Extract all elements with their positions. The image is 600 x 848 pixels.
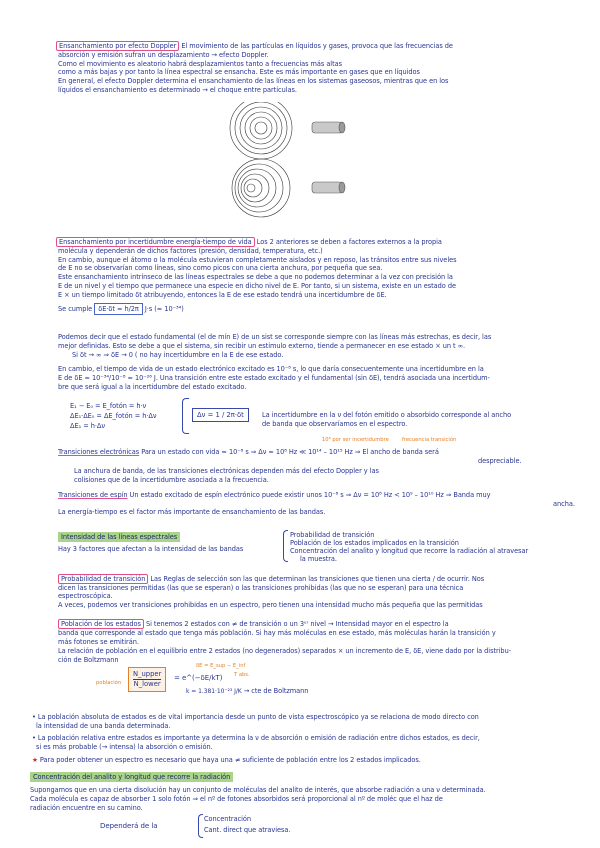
boltzmann-fraction: [128, 667, 166, 692]
trans-spin-label: Transiciones de espín: [58, 491, 128, 499]
trans-elec-label: Transiciones electrónicas: [58, 448, 140, 456]
conc-line-2: Cada molécula es capaz de absorber 1 solo fotón ⇒ el nº de fotones absorbidos será proporcional al nº de moléc que el haz de: [30, 795, 443, 803]
width-1: La anchura de banda, de las transiciones electrónicas dependen más del efecto Doppler y las: [74, 467, 379, 475]
pop-line-4: La relación de población en el equilibrio entre 2 estados (no degenerados) separados × un incremento de E, δE, viene dado por la distribu-: [58, 647, 512, 655]
source-tube-bottom: [312, 182, 345, 193]
doppler-line-3: Como el movimiento es aleatorio habrá desplazamientos tanto a frecuencias más altas: [58, 60, 343, 68]
boltz-annotation-pop: población: [96, 680, 122, 686]
trans-elec-end: despreciable.: [478, 457, 522, 465]
depends-1: Concentración: [204, 815, 252, 823]
prob-line-1: [58, 575, 484, 583]
pop-line-5: ción de Boltzmann: [58, 656, 119, 664]
se-cumple: Se cumple: [58, 305, 93, 313]
formula-note: (≈ 10⁻³⁴): [154, 305, 184, 313]
doppler-line-1: [56, 42, 453, 50]
eq-2: ΔE₁·ΔE₀ = ΔE_fotón = h·Δν: [70, 412, 157, 420]
unc-line-2: molécula y dependerán de dichos factores (presión, densidad, temperatura, etc.): [58, 247, 323, 255]
unc-line-6: E de un nivel y el tiempo que permanece una especie en dicho nivel de E. Por tanto, si un sistema, existe en un estado de: [58, 282, 456, 290]
uncertainty-formula: δE·δt ≈ h/2π: [94, 303, 143, 315]
prob-line-4: A veces, podemos ver transiciones prohibidas en un espectro, pero tienen una intensidad mucho más pequeña que las permitidas: [58, 601, 483, 609]
factor-3b: la muestra.: [300, 555, 337, 563]
probability-title: Probabilidad de transición: [58, 574, 148, 584]
conc-line-1: Supongamos que en una cierta disolución hay un conjunto de moléculas del analito de interés, que absorbe radiación a una ν determinada.: [30, 786, 486, 794]
pop-line-1: [58, 620, 449, 628]
width-2: colisiones que de la incertidumbre asociada a la frecuencia.: [74, 476, 269, 484]
unc-line-1: [56, 238, 442, 246]
energy-time-last: La energía-tiempo es el factor más importante de ensanchamiento de las bandas.: [58, 508, 326, 516]
depends-2: Cant. direct que atraviesa.: [204, 826, 291, 834]
formula-unit: J·s: [144, 305, 153, 313]
doppler-line-2: absorción y emisión sufran un desplazamiento → efecto Doppler.: [58, 51, 269, 59]
eq-note-1: La incertidumbre en la ν del fotón emitido o absorbido corresponde al ancho: [262, 411, 512, 419]
note-3-text: Para poder obtener un espectro es necesario que haya una ≠ suficiente de población entre los 2 estados implicados.: [39, 756, 421, 764]
intensity-title: Intensidad de las líneas espectrales: [58, 532, 180, 542]
note-3: [32, 756, 421, 764]
note-2b: si es más probable (→ intensa) la absorción o emisión.: [36, 743, 213, 751]
unc-line-4: de E no se observarían como líneas, sino como picos con una cierta anchura, por pequeña que sea.: [58, 264, 383, 272]
unc-p4: En cambio, el tiempo de vida de un estado electrónico excitado es 10⁻⁸ s, lo que daría consecuentemente una incertidumbre en la: [58, 365, 484, 373]
doppler-text: El movimiento de las partículas en líquidos y gases, provoca que las frecuencias de: [181, 42, 453, 50]
delta-nu-formula: Δν = 1 / 2π·δt: [192, 408, 249, 422]
doppler-title: Ensanchamiento por efecto Doppler: [56, 41, 179, 51]
trans-spin-end: ancha.: [553, 500, 575, 508]
eq-1: E₁ − E₀ = E_fotón = h·ν: [70, 402, 147, 410]
unc-p1: Podemos decir que el estado fundamental (el de mín E) de un sist se corresponde siempre con las líneas más estrechas, es decir, las: [58, 333, 492, 341]
n-lower: N_lower: [133, 680, 161, 688]
doppler-line-6: líquidos el ensanchamiento es determinado → el choque entre partículas.: [58, 86, 297, 94]
trans-spin-text: Un estado excitado de espín electrónico puede existir unos 10⁻⁸ s ⇒ Δν = 10⁸ Hz < 10⁹ – 10¹⁰ Hz ⇒ Banda muy: [129, 491, 491, 499]
note-1b: la intensidad de una banda determinada.: [36, 722, 171, 730]
doppler-line-5: En general, el efecto Doppler determina el ensanchamiento de las líneas en los sistemas gaseosos, mientras que en los: [58, 77, 449, 85]
wave-circles-bottom: [232, 159, 290, 217]
star-icon: ★: [32, 756, 38, 764]
trans-elec: [58, 448, 439, 456]
conc-line-3: radiación encuentre en su camino.: [30, 804, 143, 812]
boltz-annotation-T: T abs.: [234, 672, 250, 678]
unc-line-3: En cambio, aunque el átomo o la molécula estuvieran completamente aislados y en reposo, las tránsitos entre sus niveles: [58, 256, 457, 264]
unc-text: Los 2 anteriores se deben a factores externos a la propia: [256, 238, 442, 246]
intensity-intro: Hay 3 factores que afectan a la intensidad de las bandas: [58, 545, 244, 553]
trans-elec-text: Para un estado con vida ≈ 10⁻⁸ s ⇒ Δν ≈ 10⁸ Hz ≪ 10¹⁴ – 10¹⁵ Hz ⇒ El ancho de banda será: [141, 448, 439, 456]
note-2-text: La población relativa entre estados es importante ya determina la ν de absorción o emisión de radiación entre dichos estados, es decir,: [37, 734, 480, 742]
uncertainty-title: Ensanchamiento por incertidumbre energía-tiempo de vida: [56, 237, 255, 247]
note-2: • La población relativa entre estados es importante ya determina la ν de absorción o emisión de radiación entre dichos estados, es decir,: [32, 734, 480, 742]
prob-line-3: espectroscópica.: [58, 592, 113, 600]
boltzmann-exp: = e^(−δE/kT): [174, 674, 223, 682]
unc-line-7: E × un tiempo limitado δt atribuyendo, entonces la E de ese estado tendrá una incertidumbre de δE.: [58, 291, 387, 299]
eq-bracket: [182, 398, 189, 434]
n-upper: N_upper: [133, 670, 162, 678]
pop-line-2: banda que corresponde al estado que tenga más población. Si hay más moléculas en ese estado, más moléculas harán la transición y: [58, 629, 496, 637]
unc-p3: Si δt → ∞ ⇒ δE → 0 ( no hay incertidumbre en la E de ese estado.: [72, 351, 284, 359]
depends-bracket: [198, 814, 203, 838]
unc-p5: E de δE ≈ 10⁻³⁴/10⁻⁸ ≈ 10⁻²⁶ J. Una transición entre este estado excitado y el fundamental (sin δE), tendrá asociada una incertidum-: [58, 374, 490, 382]
annotation-incert: 10⁸ por ser incertidumbre: [322, 437, 389, 443]
conc-title-line: [30, 773, 233, 781]
intensity-title-line: [58, 533, 180, 541]
note-1-text: La población absoluta de estados es de vital importancia desde un punto de vista espectroscópico ya se relaciona de modo directo con: [37, 713, 479, 721]
k-text: → cte de Boltzmann: [243, 687, 309, 695]
trans-spin: [58, 491, 490, 499]
unc-p6: bre que será igual a la incertidumbre del estado excitado.: [58, 383, 247, 391]
boltz-annotation-top: δE = E_sup − E_inf: [196, 663, 246, 669]
depends-on: Dependerá de la: [100, 822, 158, 830]
prob-text: Las Reglas de selección son las que determinan las transiciones que tienen una cierta / de ocurrir. Nos: [150, 575, 485, 583]
doppler-line-4: como a más bajas y por tanto la línea espectral se ensancha. Este es más importante en gases que en líquidos: [58, 68, 420, 76]
factor-1: Probabilidad de transición: [290, 531, 375, 539]
prob-line-2: dicen las transiciones permitidas (las que se esperan) o las transiciones prohibidas (las que no se esperan) para una técnica: [58, 584, 464, 592]
factor-2: Población de los estados implicados en la transición: [290, 539, 459, 547]
note-1: • La población absoluta de estados es de vital importancia desde un punto de vista espectroscópico ya se relaciona de modo directo con: [32, 713, 479, 721]
concentration-title: Concentración del analito y longitud que recorre la radiación: [30, 772, 233, 782]
pop-line-3: más fotones se emitirán.: [58, 638, 139, 646]
k-label: k = 1.381·10⁻²³ J/K: [186, 688, 242, 695]
unc-line-8: [58, 305, 184, 313]
eq-note-2: de banda que observaríamos en el espectro.: [262, 420, 408, 428]
source-tube-top: [312, 122, 345, 133]
k-value: [186, 687, 308, 696]
intensity-bracket: [283, 530, 288, 562]
doppler-figure: [215, 102, 365, 222]
pop-text: Si tenemos 2 estados con ≠ de transición o un 3ᵉʳ nivel → Intensidad mayor en el espectro la: [145, 620, 449, 628]
eq-3: ΔE₁ = h·Δν: [70, 422, 106, 430]
wave-circles-top: [230, 102, 292, 159]
annotation-freq: frecuencia transición: [402, 437, 457, 443]
unc-p2: mejor definidas. Esto se debe a que el sistema, sin recibir un estímulo externo, tiende a permanecer en ese estado × un t ∞.: [58, 342, 466, 350]
factor-3: Concentración del analito y longitud que recorre la radiación al atravesar: [290, 547, 529, 555]
unc-line-5: Este ensanchamiento intrínseco de las líneas espectrales se debe a que no podemos determinar a la vez con precisión la: [58, 273, 453, 281]
population-title: Población de los estados: [58, 619, 144, 629]
